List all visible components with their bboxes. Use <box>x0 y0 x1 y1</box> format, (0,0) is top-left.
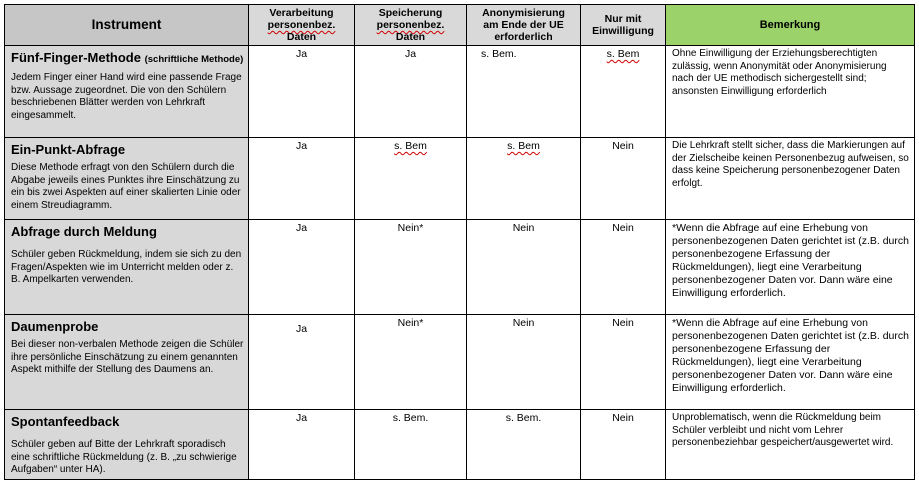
processing-value: Ja <box>249 138 355 220</box>
remark-text: Ohne Einwilligung der Erziehungsberechtigten zulässig, wenn Anonymität oder Anonymisierung nach der UE methodisch sichergestellt sind; ansonsten Einwilligung erforderlich <box>666 46 915 138</box>
header-storage-line1: Speicherung <box>378 7 443 19</box>
consent-value: Nein <box>581 138 666 220</box>
header-consent <box>581 5 666 46</box>
header-anonymization <box>467 5 581 46</box>
instrument-title: Spontanfeedback <box>11 414 120 429</box>
header-anonymization-line1: Anonymisierung <box>482 7 565 19</box>
header-storage-line2: personenbez. <box>376 19 445 31</box>
instrument-subtitle: (schriftliche Methode) <box>144 54 244 65</box>
instrument-title: Abfrage durch Meldung <box>11 224 157 239</box>
header-processing-line1: Verarbeitung <box>269 7 334 19</box>
instrument-title: Ein-Punkt-Abfrage <box>11 142 126 157</box>
table-row <box>5 315 915 410</box>
header-processing-line2: personenbez. <box>267 19 336 31</box>
anonymization-value: s. Bem. <box>467 46 581 138</box>
table-row <box>5 220 915 315</box>
storage-value: s. Bem. <box>355 410 467 480</box>
remark-text: *Wenn die Abfrage auf eine Erhebung von personenbezogenen Daten gerichtet ist (z.B. durch personenbezogene Erfassung der Rückmeldungen), liegt eine Verarbeitung personenbezogener Daten vor. Dann wäre eine Einwilligung erforderlich. <box>666 220 915 315</box>
instrument-description: Diese Methode erfragt von den Schülern durch die Abgabe jeweils eines Punktes ihre Einschätzung zu ein bis zwei Aspekten auf einer skalierten Linie oder einem Streudiagramm. <box>11 162 241 211</box>
anonymization-value: Nein <box>467 220 581 315</box>
anonymization-value: Nein <box>467 315 581 410</box>
consent-value: Nein <box>581 315 666 410</box>
header-row <box>5 5 915 46</box>
remark-text: Die Lehrkraft stellt sicher, dass die Markierungen auf der Zielscheibe keinen Personenbezug aufweisen, so dass keine Speicherung personenbezogener Daten erfolgt. <box>666 138 915 220</box>
header-storage <box>355 5 467 46</box>
header-anonymization-line2: am Ende der UE <box>483 19 564 31</box>
instrument-description: Schüler geben auf Bitte der Lehrkraft sporadisch eine schriftliche Rückmeldung (z. B. „zu schwierige Aufgaben“ unter HA). <box>11 439 237 475</box>
header-processing <box>249 5 355 46</box>
processing-value: Ja <box>249 315 355 410</box>
anonymization-value: s. Bem <box>467 138 581 220</box>
remark-text: *Wenn die Abfrage auf eine Erhebung von personenbezogenen Daten gerichtet ist (z.B. durch personenbezogene Erfassung der Rückmeldungen), liegt eine Verarbeitung personenbezogener Daten vor. Dann wäre eine Einwilligung erforderlich. <box>666 315 915 410</box>
processing-value: Ja <box>249 220 355 315</box>
processing-value: Ja <box>249 410 355 480</box>
instrument-description: Bei dieser non-verbalen Methode zeigen die Schüler ihre persönliche Einschätzung zu einem genannten Aspekt mithilfe der Stellung des Daumens an. <box>11 339 244 375</box>
header-remark: Bemerkung <box>666 5 915 46</box>
consent-value: s. Bem <box>581 46 666 138</box>
storage-value: Ja <box>355 46 467 138</box>
table-row <box>5 46 915 138</box>
table-row <box>5 410 915 480</box>
header-processing-line3: Daten <box>286 31 317 43</box>
header-anonymization-line3: erforderlich <box>494 31 553 43</box>
storage-value: s. Bem <box>355 138 467 220</box>
processing-value: Ja <box>249 46 355 138</box>
instrument-description: Schüler geben Rückmeldung, indem sie sich zu den Fragen/Aspekten wie im Unterricht melden oder z. B. Ampelkarten verwenden. <box>11 249 242 285</box>
instrument-table <box>4 4 915 480</box>
instrument-cell <box>5 315 249 410</box>
instrument-cell <box>5 46 249 138</box>
header-instrument: Instrument <box>5 5 249 46</box>
anonymization-value: s. Bem. <box>467 410 581 480</box>
instrument-title: Fünf-Finger-Methode (schriftliche Methode) <box>11 50 244 65</box>
storage-value: Nein* <box>355 220 467 315</box>
instrument-cell <box>5 220 249 315</box>
instrument-title: Daumenprobe <box>11 319 99 334</box>
instrument-cell <box>5 138 249 220</box>
header-consent-line2: Einwilligung <box>592 25 654 37</box>
consent-value: Nein <box>581 220 666 315</box>
instrument-description: Jedem Finger einer Hand wird eine passende Frage bzw. Aussage zugeordnet. Die von den Schülern beschriebenen Blätter werden von Lehrkraft eingesammelt. <box>11 72 242 121</box>
header-storage-line3: Daten <box>395 31 426 43</box>
instrument-cell <box>5 410 249 480</box>
table-row <box>5 138 915 220</box>
remark-text: Unproblematisch, wenn die Rückmeldung beim Schüler verbleibt und nicht vom Lehrer personenbeziehbar gespeichert/ausgewertet wird. <box>666 410 915 480</box>
header-consent-line1: Nur mit <box>604 13 642 25</box>
storage-value: Nein* <box>355 315 467 410</box>
consent-value: Nein <box>581 410 666 480</box>
